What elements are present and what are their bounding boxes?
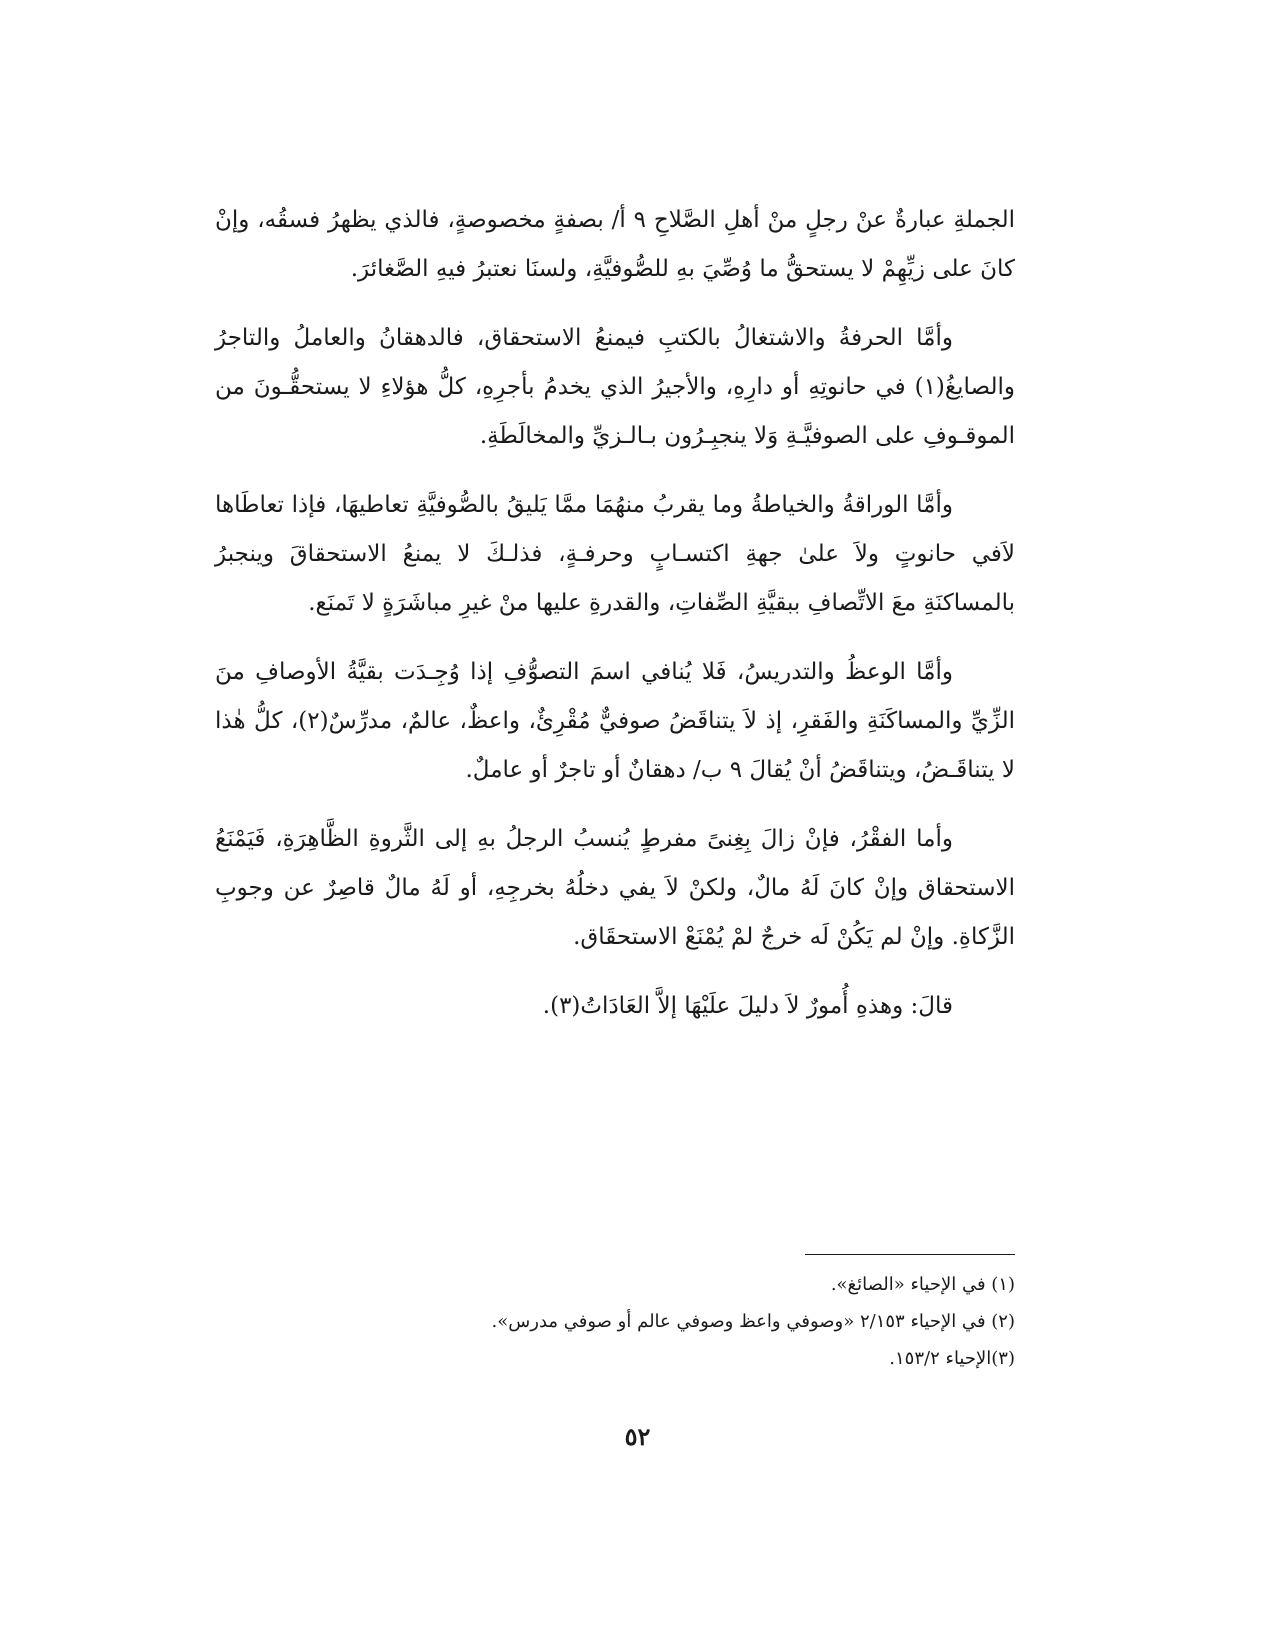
body-text	[215, 196, 1015, 1031]
paragraph-1: الجملةِ عبارةٌ عنْ رجلٍ منْ أهلِ الصَّلاحِ ٩ أ/ بصفةٍ مخصوصةٍ، فالذي يظهرُ فسقُه، وإنْ كانَ على زيِّهِمْ لا يستحقُّ ما وُصِّيَ بهِ للصُّوفيَّةِ، ولسنَا نعتبرُ فيهِ الصَّغائرَ.	[215, 207, 1015, 282]
page-number: ٥٢	[624, 1422, 651, 1451]
paragraph-6: قالَ: وهذهِ أُمورٌ لاَ دليلَ علَيْهَا إلاَّ العَادَاتُ(٣).	[542, 993, 953, 1019]
footnotes	[215, 1266, 1015, 1377]
paragraph-4: وأمَّا الوعظُ والتدريسُ، فَلا يُنافي اسمَ التصوُّفِ إذا وُجِـدَت بقيَّةُ الأوصافِ منَ الزِّيِّ والمساكَنَةِ والفَقرِ، إذ لاَ يتناقَضُ صوفيٌّ مُقْرِئٌ، واعظٌ، عالمٌ، مدرِّسٌ(٢)، كلُّ هٰذا لا يتناقَـضُ، ويتناقَضُ أنْ يُقالَ ٩ ب/ دهقانٌ أو تاجرٌ أو عاملٌ.	[215, 659, 1015, 783]
footnote-1: (١) في الإحياء «الصائغ».	[830, 1274, 1015, 1295]
footnote-3: (٣)الإحياء ١٥٣/٢.	[889, 1348, 1015, 1369]
paragraph-5: وأما الفقْرُ، فإنْ زالَ بِغِنىً مفرطٍ يُنسبُ الرجلُ بهِ إلى الثَّروةِ الظَّاهِرَةِ، فَيَمْنَعُ الاستحقاق وإنْ كانَ لَهُ مالٌ، ولكنْ لاَ يفي دخلُهُ بخرجِهِ، أو لَهُ مالٌ قاصِرٌ عن وجوبِ الزَّكاةِ. وإنْ لم يَكُنْ لَه خرجٌ لمْ يُمْنَعْ الاستحقَاق.	[215, 826, 1015, 950]
paragraph-2: وأمَّا الحرفةُ والاشتغالُ بالكتبِ فيمنعُ الاستحقاق، فالدهقانُ والعاملُ والتاجرُ والصايغُ(١) في حانوتِهِ أو دارِهِ، والأجيرُ الذي يخدمُ بأجرِهِ، كلُّ هؤلاءِ لا يستحقُّـونَ من الموقـوفِ على الصوفيَّـةِ وَلا ينجبِـرُون بـالـزيِّ والمخالَطَةِ.	[215, 325, 1015, 449]
footnote-2: (٢) في الإحياء ٢/١٥٣ «وصوفي واعظ وصوفي عالم أو صوفي مدرس».	[491, 1311, 1015, 1332]
footnote-divider	[805, 1254, 1015, 1255]
paragraph-3: وأمَّا الوراقةُ والخياطةُ وما يقربُ منهُمَا ممَّا يَليقُ بالصُّوفيَّةِ تعاطيهَا، فإذا تعاطَاها لاَفي حانوتٍ ولاَ علىٰ جهةِ اكتسـابٍ وحرفـةٍ، فذلـكَ لا يمنعُ الاستحقاقَ وينجبرُ بالمساكنَةِ معَ الاتِّصافِ ببقيَّةِ الصِّفاتِ، والقدرةِ عليها منْ غيرِ مباشَرَةٍ لا تَمنَع.	[215, 492, 1015, 616]
